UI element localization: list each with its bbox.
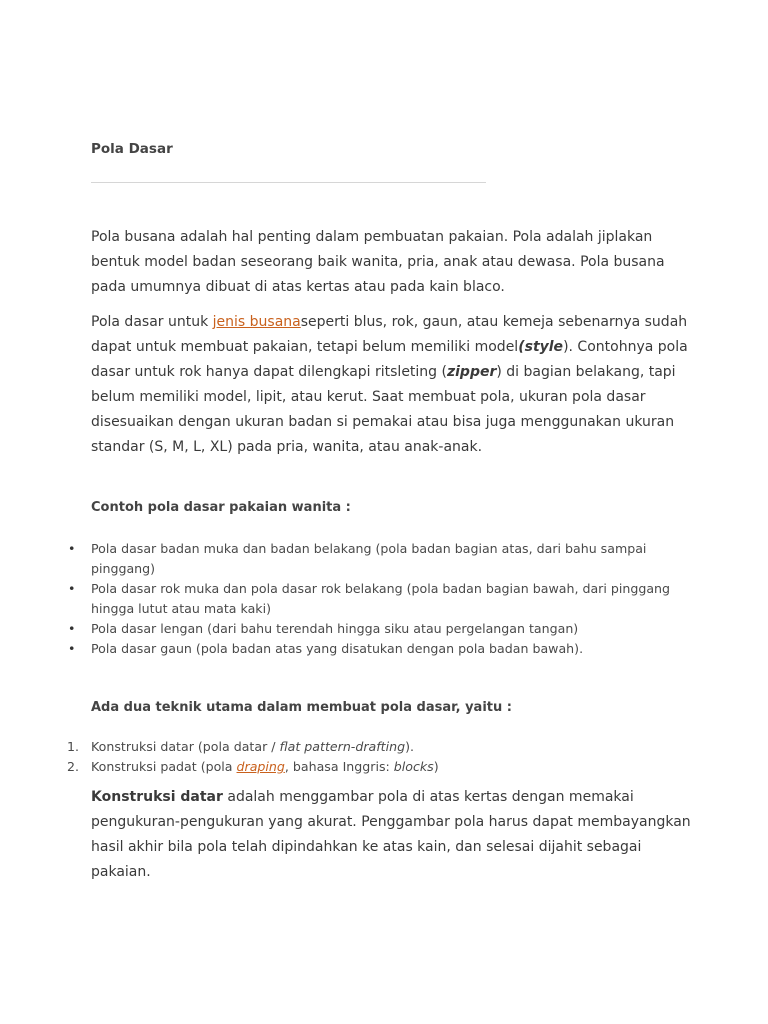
para2-paren: (: [518, 339, 525, 355]
blocks-term: blocks: [393, 759, 434, 774]
flat-pattern-term: flat pattern-drafting: [279, 739, 406, 754]
list-number: 1.: [67, 739, 80, 754]
jenis-busana-link[interactable]: jenis busana: [212, 314, 301, 330]
technique-item-draping: [67, 757, 691, 777]
intro-paragraph: Pola busana adalah hal penting dalam pembuatan pakaian. Pola adalah jiplakan bentuk model badan seseorang baik wanita, pria, anak atau dewasa. Pola busana pada umumnya dibuat di atas kertas atau pada kain blaco.: [91, 229, 665, 295]
technique-text: Konstruksi padat (pola: [91, 759, 237, 774]
women-patterns-list: [91, 539, 691, 659]
page-title: Pola Dasar: [91, 141, 173, 157]
women-patterns-heading: Contoh pola dasar pakaian wanita :: [91, 500, 351, 515]
flat-construction-text: adalah menggambar pola di atas kertas dengan memakai pengukuran-pengukuran yang akurat. Penggambar pola harus dapat membayangkan hasil akhir bila pola telah dipindahkan ke atas kain, dan selesai dijahit sebagai pakaian.: [91, 789, 691, 880]
technique-text: ).: [405, 739, 415, 754]
para2-text-3: ). Contohnya pola dasar untuk rok hanya dapat dilengkapi ritsleting (: [91, 339, 688, 380]
list-item: • Pola dasar lengan (dari bahu terendah hingga siku atau pergelangan tangan): [91, 619, 691, 639]
list-item: • Pola dasar gaun (pola badan atas yang disatukan dengan pola badan bawah).: [91, 639, 691, 659]
technique-item-flat: [67, 737, 691, 757]
technique-text: , bahasa Inggris:: [284, 759, 394, 774]
para2-text-2: seperti blus, rok, gaun, atau kemeja sebenarnya sudah dapat untuk membuat pakaian, tetapi belum memiliki model: [91, 314, 688, 355]
techniques-heading: Ada dua teknik utama dalam membuat pola dasar, yaitu :: [91, 700, 512, 715]
style-term: style: [524, 339, 564, 355]
zipper-term: zipper: [446, 364, 497, 380]
basic-pattern-paragraph: [91, 310, 691, 460]
list-number: 2.: [67, 759, 80, 774]
flat-construction-term: Konstruksi datar: [91, 789, 223, 805]
title-divider: [91, 182, 486, 183]
list-item: • Pola dasar rok muka dan pola dasar rok belakang (pola badan bagian bawah, dari pinggang hingga lutut atau mata kaki): [91, 579, 691, 619]
para2-text-1: Pola dasar untuk: [91, 314, 213, 330]
draping-link[interactable]: draping: [236, 759, 285, 774]
flat-construction-paragraph: [91, 785, 691, 885]
list-item: • Pola dasar badan muka dan badan belakang (pola badan bagian atas, dari bahu sampai pinggang): [91, 539, 691, 579]
technique-text: ): [433, 759, 439, 774]
para2-text-4: ) di bagian belakang, tapi belum memiliki model, lipit, atau kerut. Saat membuat pola, ukuran pola dasar disesuaikan dengan ukuran badan si pemakai atau bisa juga menggunakan ukuran standar (S, M, L, XL) pada pria, wanita, atau anak-anak.: [91, 364, 676, 455]
technique-text: Konstruksi datar (pola datar /: [91, 739, 280, 754]
techniques-list: [67, 737, 691, 777]
